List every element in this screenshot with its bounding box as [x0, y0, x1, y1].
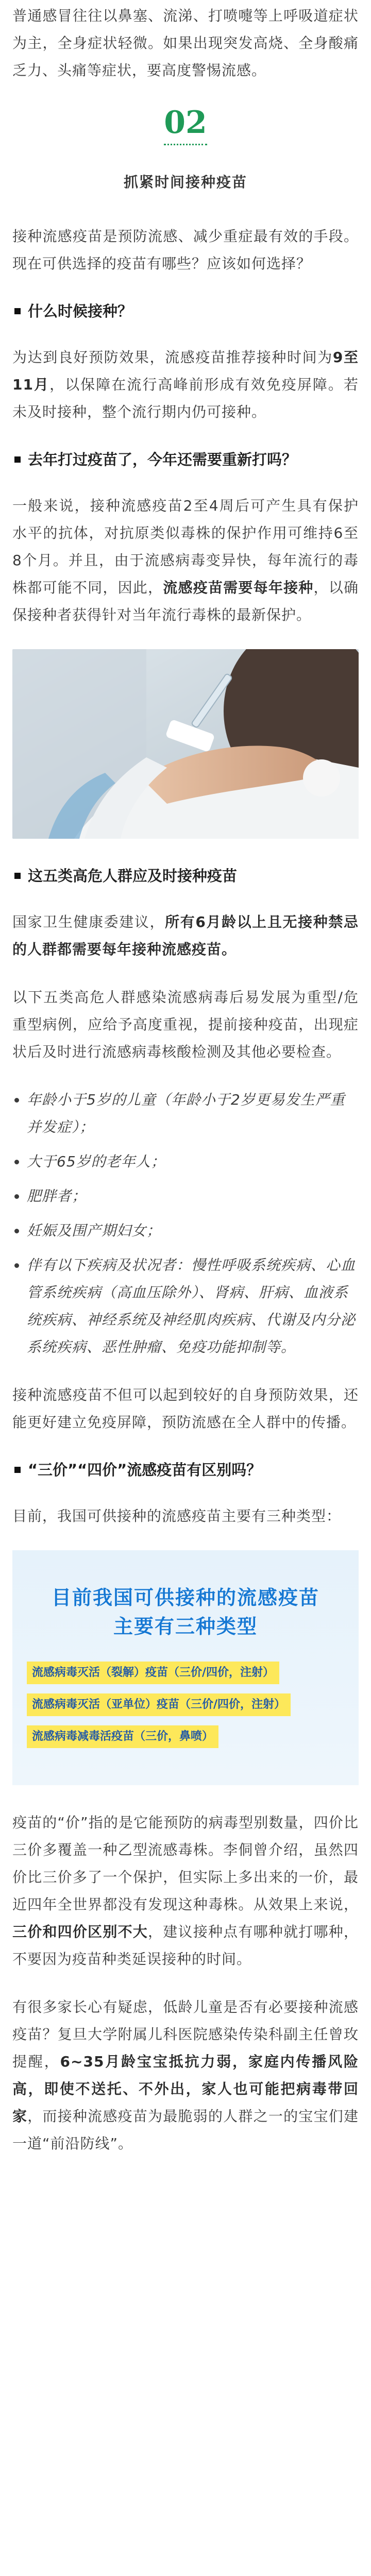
- high-risk-text-bold: 所有6月龄以上且无接种禁忌的人群都需要每年接种流感疫苗。: [12, 913, 359, 958]
- high-risk-list: [12, 1086, 359, 1361]
- valency-text-3b: ，而接种流感疫苗为最脆弱的人群之一的宝宝们建一道“前沿防线”。: [12, 2108, 359, 2152]
- repeat-text-bold: 流感疫苗需要每年接种: [163, 579, 314, 596]
- section-number: 02: [164, 105, 207, 145]
- banner-title: [27, 1583, 344, 1641]
- list-item: • 大于65岁的老年人；: [27, 1148, 359, 1175]
- vaccination-photo-icon: [12, 649, 359, 839]
- repeat-text-b: ，以确保接种者获得针对当年流行毒株的最新保护。: [12, 579, 359, 623]
- list-item: • 伴有以下疾病及状况者：慢性呼吸系统疾病、心血管系统疾病（高血压除外）、肾病、肝病、血液系统疾病、神经系统及神经肌肉疾病、代谢及内分泌系统疾病、恶性肿瘤、免疫功能抑制等。: [27, 1251, 359, 1361]
- high-risk-paragraph-2: [12, 984, 359, 1065]
- section-intro-paragraph: [12, 223, 359, 277]
- square-bullet-icon: [14, 873, 21, 879]
- question-heading-high-risk: [12, 862, 359, 890]
- list-item: • 年龄小于5岁的儿童（年龄小于2岁更易发生严重并发症）；: [27, 1086, 359, 1141]
- banner-row: 流感病毒减毒活疫苗（三价，鼻喷）: [27, 1725, 218, 1748]
- valency-text-3a: 有很多家长心有疑虑，低龄儿童是否有必要接种流感疫苗？复旦大学附属儿科医院感染传染科副主任曾玫提醒，: [12, 1998, 359, 2070]
- when-paragraph: [12, 344, 359, 426]
- section-intro-text: 接种流感疫苗是预防流感、减少重症最有效的手段。现在可供选择的疫苗有哪些？应该如何选择？: [12, 228, 359, 272]
- section-title: 抓紧时间接种疫苗: [123, 174, 247, 191]
- banner-title-line-1: 目前我国可供接种的流感疫苗: [51, 1586, 319, 1609]
- banner-row: 流感病毒灭活（亚单位）疫苗（三价/四价，注射）: [27, 1693, 291, 1716]
- question-heading-valency: [12, 1456, 359, 1484]
- banner-row: 流感病毒灭活（裂解）疫苗（三价/四价，注射）: [27, 1662, 279, 1684]
- question-heading-text: 去年打过疫苗了，今年还需要重新打吗？: [28, 451, 297, 468]
- article: [0, 2, 371, 2157]
- when-text-b: ，以保障在流行高峰前形成有效免疫屏障。若未及时接种，整个流行期内仍可接种。: [12, 376, 359, 420]
- list-item: • 妊娠及围产期妇女；: [27, 1217, 359, 1244]
- question-heading-when: [12, 298, 359, 325]
- section-heading: [12, 105, 359, 192]
- high-risk-text-a: 国家卫生健康委建议，: [12, 913, 165, 930]
- intro-text: 普通感冒往往以鼻塞、流涕、打喷嚏等上呼吸道症状为主，全身症状轻微。如果出现突发高烧、全身酸痛乏力、头痛等症状，要高度警惕流感。: [12, 7, 359, 79]
- question-heading-repeat: [12, 446, 359, 473]
- high-risk-text-3: 接种流感疫苗不但可以起到较好的自身预防效果，还能更好建立免疫屏障，预防流感在全人群中的传播。: [12, 1386, 359, 1431]
- question-heading-text: 这五类高危人群应及时接种疫苗: [28, 867, 238, 885]
- high-risk-text-2: 以下五类高危人群感染流感病毒后易发展为重型/危重型病例，应给予高度重视，提前接种疫苗，出现症状后及时进行流感病毒核酸检测及其他必要检查。: [12, 989, 359, 1060]
- valency-paragraph-2: [12, 1809, 359, 1973]
- banner-rows: [27, 1662, 344, 1748]
- repeat-paragraph: [12, 492, 359, 629]
- valency-paragraph-1: [12, 1502, 359, 1530]
- valency-text-2a: 疫苗的“价”指的是它能预防的病毒型别数量，四价比三价多覆盖一种乙型流感毒株。李侗曾介绍，虽然四价比三价多了一个保护，但实际上多出来的一价，最近四年全世界都没有发现这种毒株。从效果上来说，: [12, 1814, 359, 1913]
- square-bullet-icon: [14, 308, 21, 314]
- square-bullet-icon: [14, 1467, 21, 1473]
- high-risk-paragraph-1: [12, 908, 359, 963]
- valency-text-2-bold: 三价和四价区别不大: [12, 1923, 148, 1940]
- valency-text-2b: ，建议接种点有哪种就打哪种，不要因为疫苗种类延误接种的时间。: [12, 1923, 359, 1968]
- banner-title-line-2: 主要有三种类型: [113, 1615, 258, 1638]
- high-risk-paragraph-3: [12, 1381, 359, 1436]
- vaccine-types-banner: [12, 1550, 359, 1785]
- question-heading-text: 什么时候接种？: [28, 302, 133, 320]
- valency-text-3-bold: 6~35月龄宝宝抵抗力弱，家庭内传播风险高，即使不送托、不外出，家人也可能把病毒带回家: [12, 2053, 359, 2125]
- vaccination-photo: [12, 649, 359, 839]
- question-heading-text: “三价”“四价”流感疫苗有区别吗？: [28, 1461, 262, 1479]
- square-bullet-icon: [14, 456, 21, 463]
- valency-text-1: 目前，我国可供接种的流感疫苗主要有三种类型：: [12, 1507, 342, 1524]
- when-text-a: 为达到良好预防效果，流感疫苗推荐接种时间为: [12, 349, 333, 366]
- list-item: • 肥胖者；: [27, 1182, 359, 1210]
- repeat-text-a: 一般来说，接种流感疫苗2至4周后可产生具有保护水平的抗体，对抗原类似毒株的保护作用可维持6至8个月。并且，由于流感病毒变异快，每年流行的毒株都可能不同，因此，: [12, 497, 359, 596]
- valency-paragraph-3: [12, 1993, 359, 2157]
- intro-paragraph: [12, 2, 359, 84]
- when-text-bold: 9至11月: [12, 349, 359, 393]
